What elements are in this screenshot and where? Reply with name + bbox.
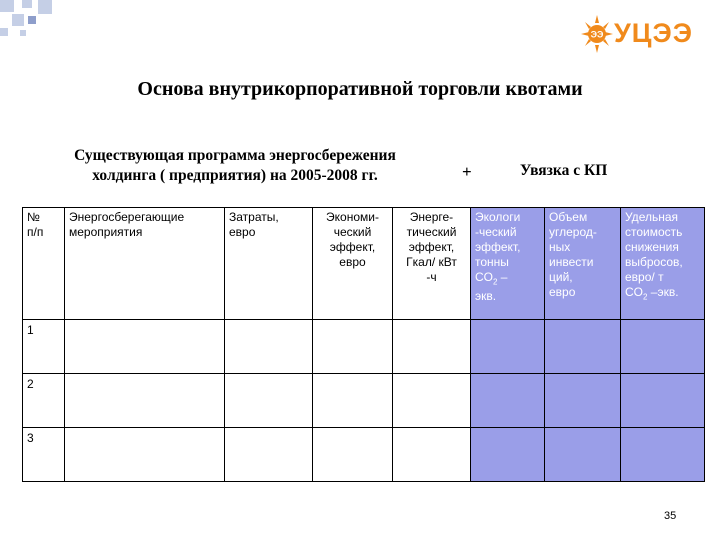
header-energy-effect: Энерге- тический эффект, Гкал/ кВт -ч bbox=[393, 208, 471, 320]
cell-ecol bbox=[471, 428, 545, 482]
header-ecological-effect: Экологи -ческий эффект, тонны $CO_2$ – экв. bbox=[471, 208, 545, 320]
table-row bbox=[23, 374, 705, 428]
cell-unit-cost bbox=[621, 320, 705, 374]
cell-econ bbox=[313, 374, 393, 428]
corner-decoration bbox=[0, 0, 60, 40]
cell-unit-cost bbox=[621, 374, 705, 428]
logo bbox=[580, 14, 710, 54]
cell-costs bbox=[225, 428, 313, 482]
row-number: 2 bbox=[23, 374, 65, 428]
cell-ecol bbox=[471, 320, 545, 374]
header-unit-cost: Удельная стоимость снижения выбросов, евро/ т $CO_2$ –экв. bbox=[621, 208, 705, 320]
cell-measures bbox=[65, 428, 225, 482]
program-subtitle bbox=[30, 146, 440, 186]
cell-energy bbox=[393, 428, 471, 482]
cell-costs bbox=[225, 320, 313, 374]
cell-energy bbox=[393, 320, 471, 374]
cell-econ bbox=[313, 320, 393, 374]
cell-measures bbox=[65, 374, 225, 428]
cell-costs bbox=[225, 374, 313, 428]
cell-energy bbox=[393, 374, 471, 428]
program-line-2: холдинга ( предприятия) на 2005-2008 гг. bbox=[92, 167, 378, 184]
table-header-row bbox=[23, 208, 705, 320]
row-number: 3 bbox=[23, 428, 65, 482]
cell-invest bbox=[545, 374, 621, 428]
measures-table bbox=[22, 207, 705, 482]
table-row bbox=[23, 320, 705, 374]
row-number: 1 bbox=[23, 320, 65, 374]
cell-invest bbox=[545, 428, 621, 482]
header-economic-effect: Экономи- ческий эффект, евро bbox=[313, 208, 393, 320]
cell-unit-cost bbox=[621, 428, 705, 482]
plus-sign: + bbox=[462, 162, 472, 181]
cell-ecol bbox=[471, 374, 545, 428]
cell-econ bbox=[313, 428, 393, 482]
cell-measures bbox=[65, 320, 225, 374]
table-row bbox=[23, 428, 705, 482]
page-title: Основа внутрикорпоративной торговли квотами bbox=[137, 78, 583, 100]
emblem-text: ЭЭ bbox=[590, 29, 604, 40]
cell-invest bbox=[545, 320, 621, 374]
header-num: № п/п bbox=[23, 208, 65, 320]
header-costs: Затраты, евро bbox=[225, 208, 313, 320]
page-number: 35 bbox=[664, 510, 677, 522]
link-subtitle: Увязка с КП bbox=[520, 162, 608, 179]
header-measures: Энергосберегающие мероприятия bbox=[65, 208, 225, 320]
logo-text: УЦЭЭ bbox=[614, 18, 693, 48]
header-carbon-investments: Объем углерод- ных инвести ций, евро bbox=[545, 208, 621, 320]
sun-emblem-icon bbox=[580, 14, 614, 54]
program-line-1: Существующая программа энергосбережения bbox=[74, 147, 396, 164]
